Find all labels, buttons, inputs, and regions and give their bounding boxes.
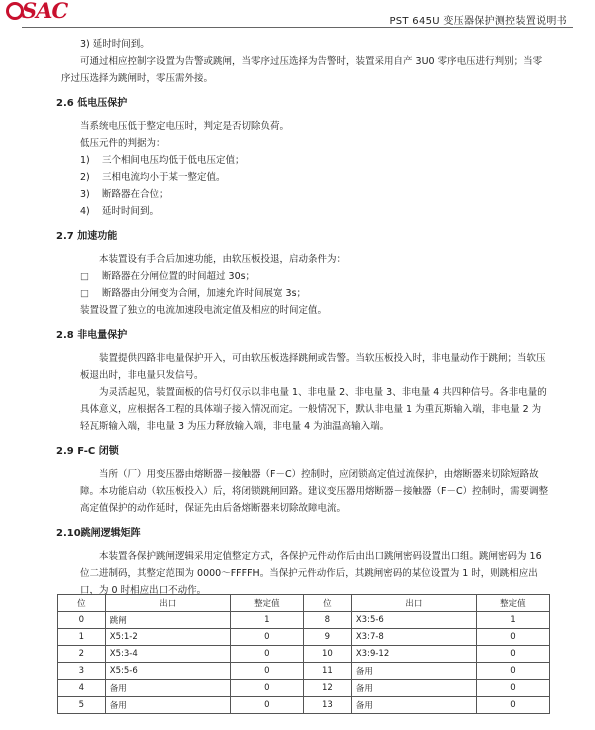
- table-cell: 备用: [105, 697, 230, 714]
- table-cell: 1: [58, 629, 106, 646]
- table-row: [58, 663, 550, 680]
- table-cell: X5:3-4: [105, 646, 230, 663]
- table-cell: 13: [303, 697, 351, 714]
- table-cell: 备用: [105, 680, 230, 697]
- table-cell: X3:9-12: [351, 646, 476, 663]
- column-header: 位: [303, 595, 351, 612]
- section-heading-2-10: 2.10跳闸逻辑矩阵: [56, 528, 141, 539]
- column-header: 出口: [351, 595, 476, 612]
- table-cell: 0: [476, 663, 549, 680]
- table-cell: 4: [58, 680, 106, 697]
- sec26-para1: 当系统电压低于整定电压时，判定是否切除负荷。: [80, 121, 290, 132]
- bullet-item: □ 断路器由分闸变为合闸，加速允许时间展宽 3s；: [80, 285, 550, 302]
- table-cell: X5:5-6: [105, 663, 230, 680]
- section-heading-2-7: 2.7 加速功能: [56, 231, 118, 242]
- page-header: [0, 0, 595, 30]
- table-cell: 0: [230, 680, 303, 697]
- header-rule: [22, 27, 573, 28]
- table-cell: 9: [303, 629, 351, 646]
- sec28-para2: 为灵活起见，装置面板的信号灯仅示以非电量 1、非电量 2、非电量 3、非电量 4 共四种信号。各非电量的具体意义，应根据各工程的具体端子接入情况而定。一般情况下，默认非电量 1 为重瓦斯输入端，非电量 2 为轻瓦斯输入端，非电量 3 为压力释放输入端，非电量 4 为油温高输入端。: [80, 387, 547, 432]
- trip-matrix-table: [57, 594, 550, 714]
- table-cell: 12: [303, 680, 351, 697]
- table-cell: 0: [58, 612, 106, 629]
- column-header: 整定值: [476, 595, 549, 612]
- bullet-item: □ 断路器在分闸位置的时间超过 30s；: [80, 268, 550, 285]
- sec28-para1: 装置提供四路非电量保护开入，可由软压板选择跳闸或告警。当软压板投入时，非电量动作于跳闸；当软压板退出时，非电量只发信号。: [80, 353, 546, 381]
- table-cell: 3: [58, 663, 106, 680]
- table-cell: 1: [230, 612, 303, 629]
- sac-logo: [0, 0, 130, 22]
- list-item: 1) 三个相间电压均低于低电压定值；: [80, 155, 245, 166]
- section-heading-2-6: 2.6 低电压保护: [56, 98, 128, 109]
- table-row: [58, 646, 550, 663]
- list-item: 4) 延时时间到。: [80, 206, 160, 217]
- table-row: [58, 680, 550, 697]
- column-header: 出口: [105, 595, 230, 612]
- prev-item-3: 3) 延时时间到。: [80, 39, 150, 50]
- table-row: [58, 697, 550, 714]
- column-header: 位: [58, 595, 106, 612]
- checkbox-bullet-icon: □: [80, 288, 89, 299]
- table-cell: 11: [303, 663, 351, 680]
- table-cell: 备用: [351, 663, 476, 680]
- table-cell: 备用: [351, 697, 476, 714]
- list-item: 2) 三相电流均小于某一整定值。: [80, 172, 226, 183]
- column-header: 整定值: [230, 595, 303, 612]
- table-cell: 0: [230, 629, 303, 646]
- list-item: 3) 断路器在合位；: [80, 189, 169, 200]
- table-cell: 2: [58, 646, 106, 663]
- table-cell: X3:5-6: [351, 612, 476, 629]
- page-content: [56, 36, 550, 599]
- table-cell: 5: [58, 697, 106, 714]
- table-cell: 跳闸: [105, 612, 230, 629]
- table-cell: 8: [303, 612, 351, 629]
- sec27-para2: 装置设置了独立的电流加速段电流定值及相应的时间定值。: [80, 305, 328, 316]
- table-row: [58, 629, 550, 646]
- logo-text: SAC: [22, 0, 68, 23]
- sec210-para1: 本装置各保护跳闸逻辑采用定值整定方式，各保护元件动作后由出口跳闸密码设置出口组。跳闸密码为 16 位二进制码，其整定范围为 0000～FFFFH。当保护元件动作后，其跳闸密码的某位设置为 1 时，则跳相应出口，为 0 时相应出口不动作。: [80, 551, 542, 596]
- section-heading-2-9: 2.9 F-C 闭锁: [56, 446, 119, 457]
- table-cell: 0: [476, 629, 549, 646]
- table-cell: X5:1-2: [105, 629, 230, 646]
- table-cell: 0: [476, 680, 549, 697]
- document-title: PST 645U 变压器保护测控装置说明书: [389, 16, 567, 27]
- table-cell: 备用: [351, 680, 476, 697]
- checkbox-bullet-icon: □: [80, 271, 89, 282]
- section-heading-2-8: 2.8 非电量保护: [56, 330, 128, 341]
- table-cell: 0: [476, 697, 549, 714]
- table-cell: 10: [303, 646, 351, 663]
- table-cell: 0: [230, 697, 303, 714]
- table-header-row: [58, 595, 550, 612]
- table-cell: 0: [476, 646, 549, 663]
- table-cell: 1: [476, 612, 549, 629]
- table-row: [58, 612, 550, 629]
- sec27-para1: 本装置设有手合后加速功能，由软压板投退，启动条件为：: [99, 254, 347, 265]
- table-cell: X3:7-8: [351, 629, 476, 646]
- table-cell: 0: [230, 663, 303, 680]
- sec26-para2: 低压元件的判据为：: [80, 138, 166, 149]
- table-cell: 0: [230, 646, 303, 663]
- sec29-para1: 当所（厂）用变压器由熔断器－接触器（F－C）控制时，应闭锁高定值过流保护，由熔断器来切除短路故障。本功能启动（软压板投入）后，将闭锁跳闸回路。建议变压器用熔断器－接触器（F－C）控制时，需要调整高定值保护的动作延时，保证先由后备熔断器来切除故障电流。: [80, 469, 549, 514]
- prev-paragraph: 可通过相应控制字设置为告警或跳闸，当零序过压选择为告警时，装置采用自产 3U0 零序电压进行判别；当零序过压选择为跳闸时，零压需外接。: [61, 56, 543, 84]
